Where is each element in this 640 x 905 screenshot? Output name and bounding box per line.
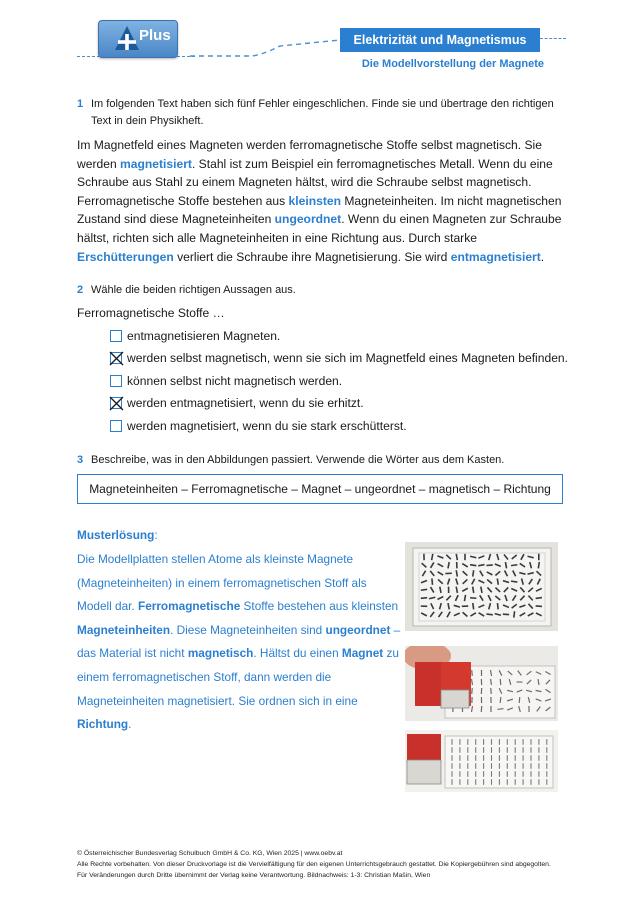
bold-word: Richtung [77,717,129,732]
header-dash-right [540,38,566,39]
option-3[interactable] [110,373,342,389]
text-segment: Stoffe bestehen aus kleinsten [240,599,399,614]
text-segment: . [128,717,132,732]
text-segment: . Diese Magneteinheiten sind [170,622,326,637]
word-box: Magneteinheiten – Ferromagnetische – Magnet – ungeordnet – magnetisch – Richtung [77,474,563,504]
cross-mark-icon [109,351,124,366]
text-segment: verliert die Schraube ihre Magnetisierung. Sie wird [173,249,451,264]
footer-credits: Für Veränderungen durch Dritte übernimmt der Verlag keine Verantwortung. Bildnachweis: 1-3: Christian Mašin, Wien [77,872,431,879]
bold-word: Magneteinheiten [77,622,171,637]
header-dash-curve [190,36,350,60]
highlight-word: entmagnetisiert [450,249,541,264]
text-segment: zu einem ferromagnetischen Stoff, dann werden die Magneteinheiten magnetisiert. Sie ordnen sich in eine [77,646,399,708]
chapter-title: Elektrizität und Magnetismus [340,28,540,52]
solution-label-text: Musterlösung [77,528,155,542]
solution-label [77,524,402,548]
highlight-word: ungeordnet [274,212,342,227]
task-3-number: 3 [77,454,84,466]
option-4-label: werden entmagnetisiert, wenn du sie erhitzt. [127,396,364,410]
option-5-label: werden magnetisiert, wenn du sie stark erschütterst. [127,419,407,433]
text-segment: . Wenn du einen Magneten zur Schraube hältst, richten sich alle Magneteinheiten in eine Richtung aus. Durch starke [77,212,562,245]
solution-text [77,548,402,737]
checkbox-icon[interactable] [110,375,122,387]
text-segment: – das Material ist nicht [77,622,401,661]
checkbox-icon[interactable] [110,330,122,342]
bold-word: Ferromagnetische [137,599,241,614]
footer-copyright: © Österreichischer Bundesverlag Schulbuch GmbH & Co. KG, Wien 2025 | www.oebv.at [77,850,343,857]
task-1-instruction [91,96,571,130]
task-2-stem: Ferromagnetische Stoffe … [77,306,225,320]
bold-word: ungeordnet [325,622,391,637]
plus-logo-icon [98,20,178,58]
option-4[interactable] [110,395,364,411]
text-segment: . [540,249,545,264]
highlight-word: kleinsten [288,193,341,208]
photo-magnet-approach [405,646,558,721]
option-3-label: können selbst nicht magnetisch werden. [127,374,343,388]
bold-word: Magnet [341,646,384,661]
photo-ordered-plate [405,730,558,792]
task-2-number: 2 [77,284,84,296]
text-segment: Magneteinheiten. Im nicht magnetischen Zustand sind diese Magneteinheiten [77,193,562,227]
option-5[interactable] [110,418,407,434]
text-segment: Die Modellplatten stellen Atome als kleinste Magnete (Magneteinheiten) in einem ferromagnetischen Stoff als Modell dar. [77,552,367,614]
task-1-instruction-line2: Text in dein Physikheft. [91,115,204,127]
photo-unordered-plate [405,542,558,631]
highlight-word: magnetisiert [120,156,192,171]
checkbox-icon[interactable] [110,397,122,409]
text-segment: Im Magnetfeld eines Magneten werden ferromagnetische Stoffe selbst magnetisch. Sie werden [77,138,542,171]
option-1[interactable] [110,328,280,344]
logo-text: Plus [139,27,171,44]
checkbox-icon[interactable] [110,420,122,432]
option-1-label: entmagnetisieren Magneten. [127,329,281,343]
task-1-text [77,136,567,266]
footer-rights: Alle Rechte vorbehalten. Von dieser Druckvorlage ist die Vervielfältigung für den eigenen Unterrichtsgebrauch gestattet. Die Kopiergebühren sind abgegolten. [77,861,551,868]
bold-word: magnetisch [187,646,254,661]
text-segment: . Stahl ist zum Beispiel ein ferromagnetisches Metall. Wenn du eine Schraube aus Stahl zu einem Magneten hältst, wird die Schraube selbst magnetisch. Ferromagnetische Stoffe bestehen aus [77,156,553,208]
task-3-instruction: Beschreibe, was in den Abbildungen passiert. Verwende die Wörter aus dem Kasten. [91,454,505,466]
text-segment: . Hältst du einen [253,646,342,661]
task-2-instruction: Wähle die beiden richtigen Aussagen aus. [91,284,296,296]
task-1-instruction-line1: Im folgenden Text haben sich fünf Fehler eingeschlichen. Finde sie und übertrage den richtigen [91,98,554,110]
cross-mark-icon [109,396,124,411]
option-2-label: werden selbst magnetisch, wenn sie sich im Magnetfeld eines Magneten befinden. [127,351,569,365]
solution-label-colon: : [154,528,158,542]
option-2[interactable] [110,350,568,366]
checkbox-icon[interactable] [110,352,122,364]
section-subtitle: Die Modellvorstellung der Magnete [361,58,544,70]
task-1-number: 1 [77,98,84,110]
highlight-word: Erschütterungen [77,249,174,264]
